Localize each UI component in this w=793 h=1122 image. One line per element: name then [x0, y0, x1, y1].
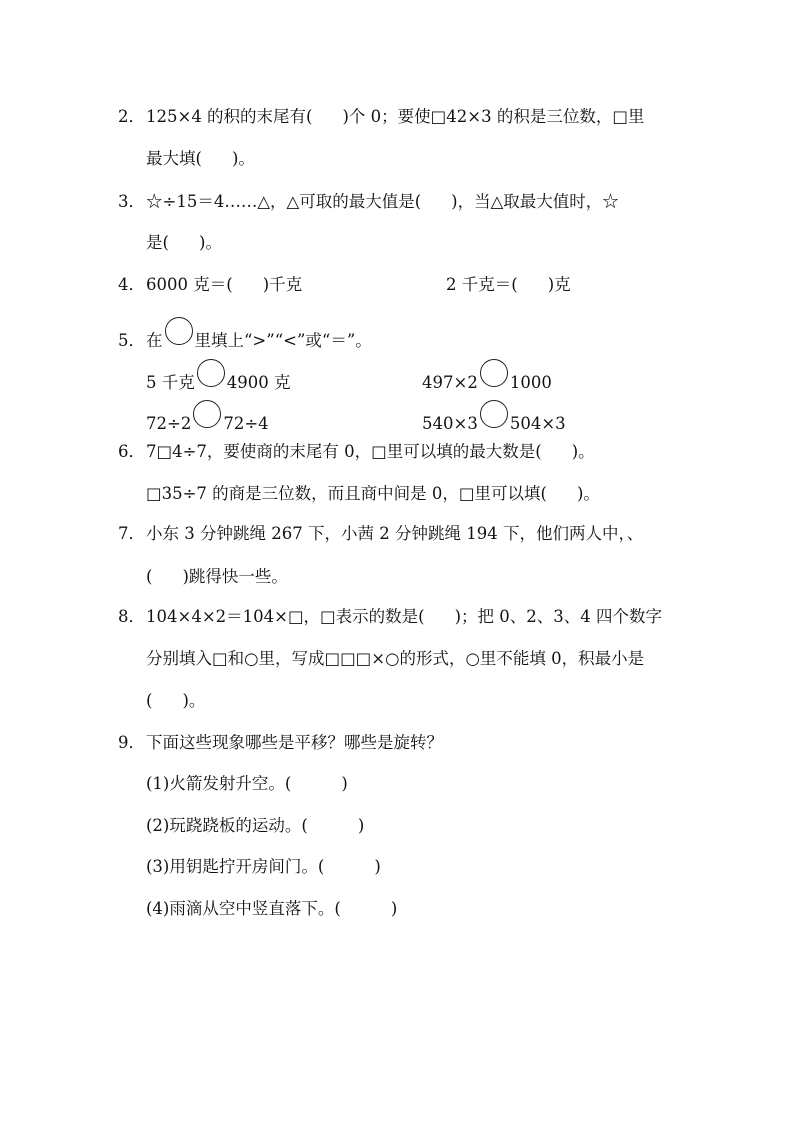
compare-left: 540×3	[422, 414, 478, 433]
question-8-line-1	[118, 605, 662, 629]
question-6-line-2	[146, 482, 600, 506]
question-text: )克	[547, 275, 571, 294]
compare-circle-blank[interactable]	[480, 359, 508, 387]
question-number: 9．	[118, 733, 145, 752]
question-9-title	[118, 731, 443, 755]
question-4-part-b	[446, 273, 571, 297]
item-text: )	[390, 899, 398, 918]
question-number: 7．	[118, 524, 145, 543]
compare-right: 72÷4	[223, 414, 269, 433]
question-text: 里填上“>”“<”或“＝”。	[194, 331, 372, 350]
question-text: )。	[231, 149, 255, 168]
question-8-line-2	[146, 647, 644, 671]
compare-left: 497×2	[422, 373, 478, 392]
compare-right: 504×3	[509, 414, 566, 433]
question-text: 125×4 的积的末尾有(	[146, 107, 313, 126]
question-text: )跳得快一些。	[182, 567, 288, 586]
question-text: )，当△取最大值时，☆	[451, 192, 619, 211]
question-9-item-2	[146, 814, 364, 838]
question-text: )。	[576, 484, 600, 503]
question-3-line-1	[118, 190, 619, 214]
item-text: )	[341, 774, 348, 793]
question-number: 5．	[118, 331, 145, 350]
question-7-line-2	[146, 565, 288, 589]
question-text: 6000 克＝(	[146, 275, 233, 294]
question-5	[118, 325, 372, 353]
compare-item-1	[146, 367, 291, 395]
compare-item-2	[422, 367, 552, 395]
item-text: )	[357, 816, 365, 835]
question-text: )。	[571, 442, 595, 461]
question-number: 6．	[118, 442, 145, 461]
circle-icon	[165, 317, 193, 345]
compare-right: 1000	[509, 373, 552, 392]
compare-circle-blank[interactable]	[480, 400, 508, 428]
question-9-item-1	[146, 772, 348, 796]
question-3-line-2	[146, 231, 222, 255]
item-text: (1)火箭发射升空。(	[146, 774, 292, 793]
question-text: )。	[182, 691, 206, 710]
question-text: 最大填(	[146, 149, 202, 168]
question-number: 4．	[118, 275, 145, 294]
question-text: 分别填入□和○里，写成□□□×○的形式，○里不能填 0，积最小是	[146, 649, 645, 668]
compare-left: 5 千克	[146, 373, 195, 392]
question-2-line-1	[118, 105, 644, 129]
question-text: 7□4÷7，要使商的末尾有 0，□里可以填的最大数是(	[146, 442, 542, 461]
compare-circle-blank[interactable]	[193, 400, 221, 428]
question-text: )个 0；要使□42×3 的积是三位数，□里	[342, 107, 645, 126]
question-text: )；把 0、2、3、4 四个数字	[454, 607, 662, 626]
compare-right: 4900 克	[226, 373, 291, 392]
item-text: (2)玩跷跷板的运动。(	[146, 816, 308, 835]
compare-circle-blank[interactable]	[197, 359, 225, 387]
question-7-line-1	[118, 522, 643, 546]
question-text: )千克	[262, 275, 303, 294]
question-text: 2 千克＝(	[446, 275, 518, 294]
question-text: 104×4×2＝104×□，□表示的数是(	[146, 607, 425, 626]
compare-item-3	[146, 408, 269, 436]
item-text: (4)雨滴从空中竖直落下。(	[146, 899, 341, 918]
question-text: 是(	[146, 233, 169, 252]
item-text: )	[374, 857, 381, 876]
question-text: 在	[146, 331, 163, 350]
question-4	[118, 273, 302, 297]
question-text: ☆÷15＝4……△，△可取的最大值是(	[146, 192, 422, 211]
question-8-line-3	[146, 689, 205, 713]
question-text: (	[146, 567, 153, 586]
question-text: (	[146, 691, 153, 710]
question-text: 下面这些现象哪些是平移？哪些是旋转？	[146, 733, 443, 752]
question-6-line-1	[118, 440, 595, 464]
question-text: )。	[198, 233, 222, 252]
question-number: 3．	[118, 192, 145, 211]
question-2-line-2	[146, 147, 255, 171]
question-text: □35÷7 的商是三位数，而且商中间是 0，□里可以填(	[146, 484, 547, 503]
item-text: (3)用钥匙拧开房间门。(	[146, 857, 325, 876]
question-number: 8．	[118, 607, 145, 626]
question-number: 2．	[118, 107, 145, 126]
question-text: 小东 3 分钟跳绳 267 下，小茜 2 分钟跳绳 194 下，他们两人中，、	[146, 524, 644, 543]
compare-item-4	[422, 408, 566, 436]
question-9-item-4	[146, 897, 397, 921]
question-9-item-3	[146, 855, 381, 879]
compare-left: 72÷2	[146, 414, 192, 433]
